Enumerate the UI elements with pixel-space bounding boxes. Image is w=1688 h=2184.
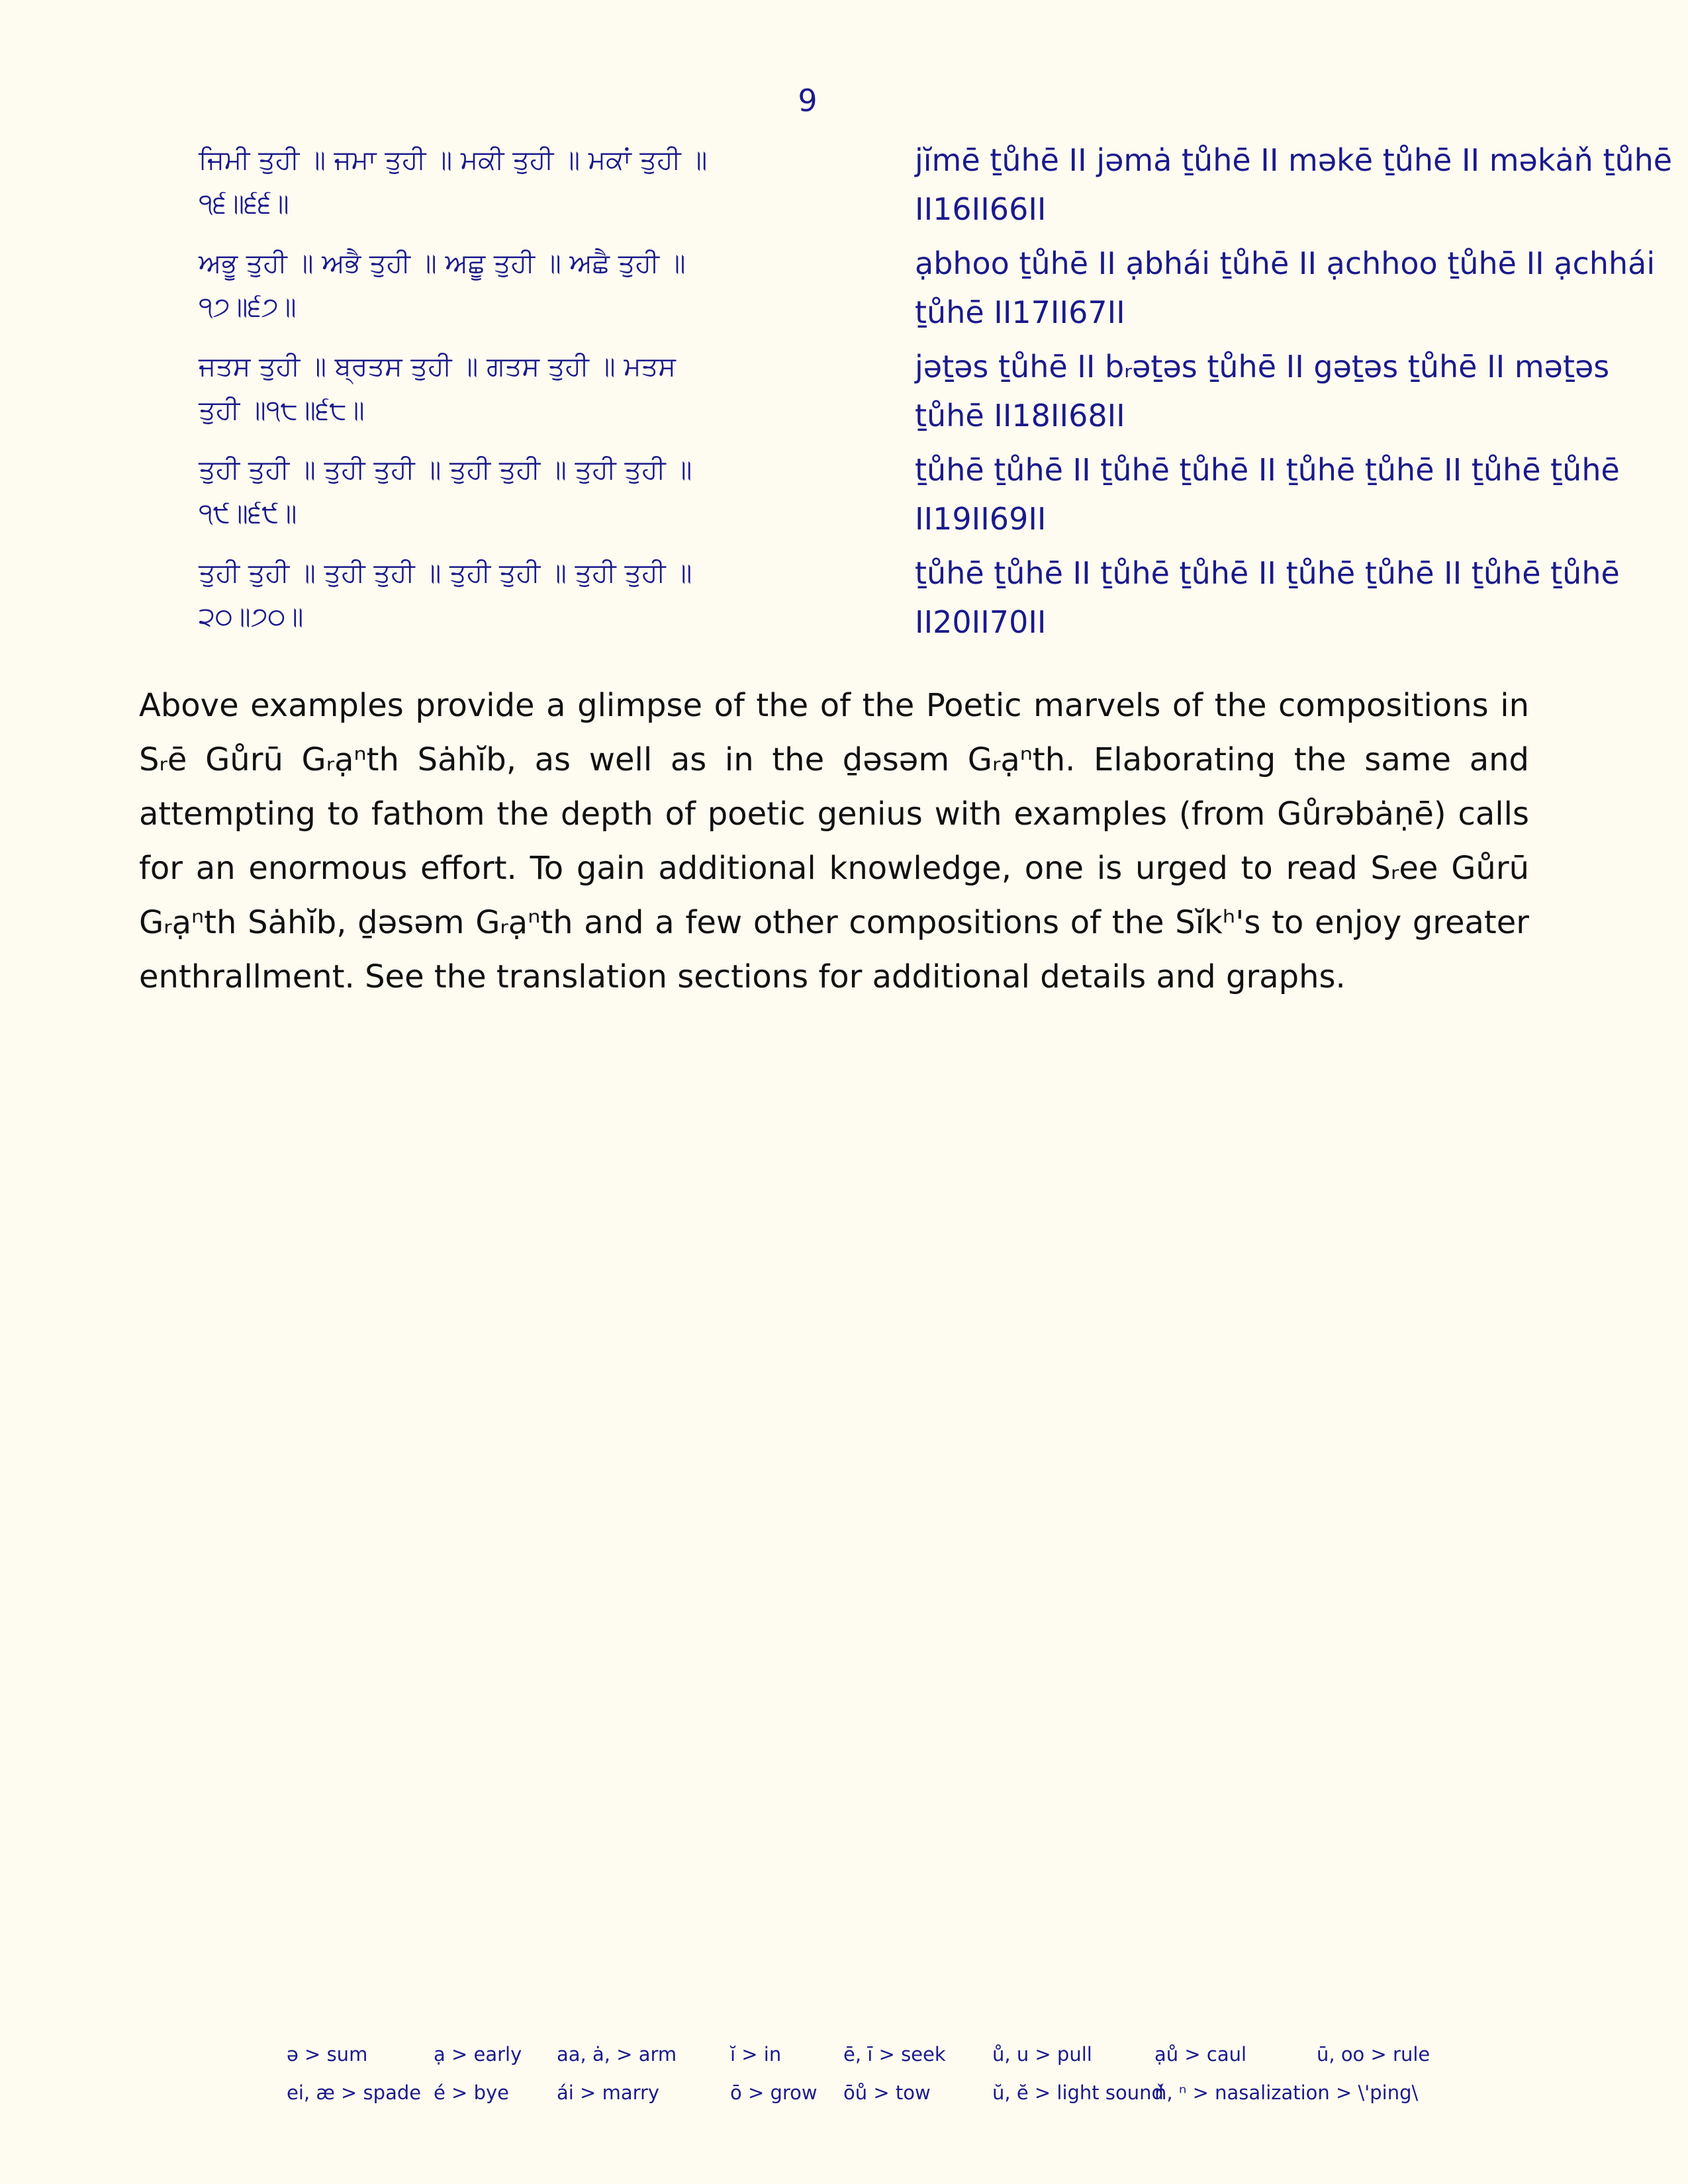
key-entry: ů, u > pull [992, 2043, 1092, 2066]
verse-row-16 [199, 136, 1673, 234]
key-entry: aa, ȧ, > arm [557, 2043, 677, 2066]
verse-row-20 [199, 549, 1620, 647]
transliteration-verse: ạbhoo ṯůhē II ạbhái ṯůhē II ạchhoo ṯůhē II ạchhái ṯůhē II17II67II [915, 246, 1656, 330]
transliteration-verse: jĭmē ṯůhē II jəmȧ ṯůhē II məkē ṯůhē II məkȧň ṯůhē II16II66II [915, 142, 1673, 227]
gurmukhi-verse: ਤੁਹੀ ਤੁਹੀ ॥ ਤੁਹੀ ਤੁਹੀ ॥ ਤੁਹੀ ਤੁਹੀ ॥ ਤੁਹੀ ਤੁਹੀ ॥੧੯॥੬੯॥ [199, 455, 692, 529]
pronunciation-key-row [287, 2035, 1511, 2073]
transliteration-verse: ṯůhē ṯůhē II ṯůhē ṯůhē II ṯůhē ṯůhē II ṯůhē ṯůhē II19II69II [915, 452, 1620, 537]
page-number: 9 [798, 83, 818, 118]
key-entry: ň, ⁿ > nasalization > \'ping\ [1154, 2081, 1419, 2104]
transliteration-verse: ṯůhē ṯůhē II ṯůhē ṯůhē II ṯůhē ṯůhē II ṯůhē ṯůhē II20II70II [915, 555, 1620, 640]
key-entry: ē, ī > seek [843, 2043, 946, 2066]
key-entry: é > bye [434, 2081, 509, 2104]
transliteration-verse: jəṯəs ṯůhē II bᵣəṯəs ṯůhē II gəṯəs ṯůhē II məṯəs ṯůhē II18II68II [915, 349, 1610, 433]
pronunciation-key-row [287, 2073, 1511, 2112]
key-entry: ə > sum [287, 2043, 368, 2066]
key-entry: ŭ, ĕ > light sound [992, 2081, 1164, 2104]
key-entry: ōů > tow [843, 2081, 931, 2104]
key-entry: ạ > early [434, 2043, 522, 2066]
verse-row-17 [199, 239, 1656, 337]
gurmukhi-verse: ਜਿਮੀ ਤੁਹੀ ॥ ਜਮਾ ਤੁਹੀ ॥ ਮਕੀ ਤੁਹੀ ॥ ਮਕਾਂ ਤੁਹੀ ॥੧੬॥੬੬॥ [199, 145, 708, 219]
verse-row-18 [199, 342, 1610, 440]
gurmukhi-verse: ਤੁਹੀ ਤੁਹੀ ॥ ਤੁਹੀ ਤੁਹੀ ॥ ਤੁਹੀ ਤੁਹੀ ॥ ਤੁਹੀ ਤੁਹੀ ॥੨੦॥੭੦॥ [199, 558, 692, 632]
verse-row-19 [199, 445, 1620, 543]
key-entry: ei, æ > spade [287, 2081, 422, 2104]
gurmukhi-verse: ਜਤਸ ਤੁਹੀ ॥ ਬ੍ਰਤਸ ਤੁਹੀ ॥ ਗਤਸ ਤੁਹੀ ॥ ਮਤਸ ਤੁਹੀ ॥੧੮॥੬੮॥ [199, 351, 676, 426]
commentary-paragraph: Above examples provide a glimpse of the of the Poetic marvels of the compositions in Sᵣē Gůrū Gᵣạⁿth Sȧhĭb, as well as in the ḏəsəm Gᵣạⁿth. Elaborating the same and attempting to fathom the depth of poetic genius with examples (from Gůrəbȧṇē) calls for an enormous effort. To gain additional knowledge, one is urged to read Sᵣee Gůrū Gᵣạⁿth Sȧhĭb, ḏəsəm Gᵣạⁿth and a few other compositions of the Sĭkʰ's to enjoy greater enthrallment. See the translation sections for additional details and graphs. [139, 687, 1529, 995]
key-entry: ū, oo > rule [1317, 2043, 1430, 2066]
verse-table [199, 136, 1673, 652]
key-entry: ái > marry [557, 2081, 660, 2104]
key-entry: ĭ > in [730, 2043, 782, 2066]
pronunciation-key [287, 2035, 1511, 2112]
gurmukhi-verse: ਅਭੂ ਤੁਹੀ ॥ ਅਭੈ ਤੁਹੀ ॥ ਅਛੂ ਤੁਹੀ ॥ ਅਛੈ ਤੁਹੀ ॥੧੭॥੬੭॥ [199, 248, 686, 322]
key-entry: ō > grow [730, 2081, 818, 2104]
key-entry: ạů > caul [1154, 2043, 1247, 2066]
